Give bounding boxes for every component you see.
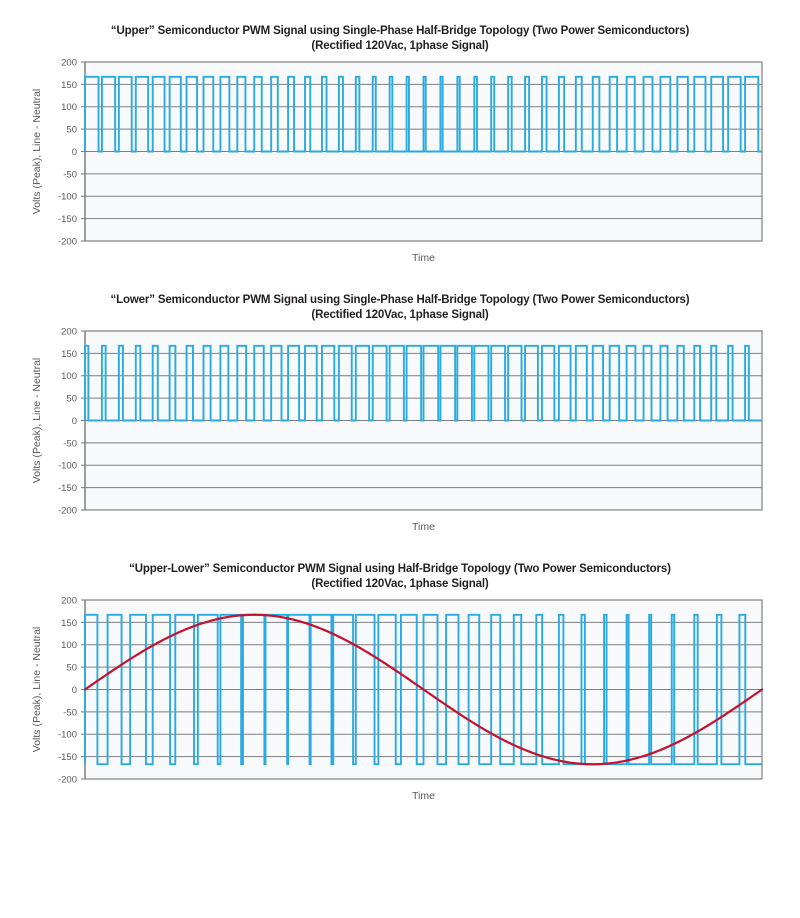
chart-svg-upper-lower	[0, 592, 800, 807]
chart-title-lower-line2: (Rectified 120Vac, 1phase Signal)	[311, 309, 489, 321]
y-axis-label: Volts (Peak), Line - Neutral	[31, 626, 43, 753]
y-tick-labels	[58, 326, 77, 516]
chart-block-lower	[0, 269, 800, 538]
y-tick-label: 0	[71, 415, 77, 427]
chart-title-lower-line1: “Lower” Semiconductor PWM Signal using Single-Phase Half-Bridge Topology (Two Power Semiconductors)	[110, 294, 690, 306]
pwm-signal-trace	[85, 77, 762, 152]
y-tick-labels	[58, 595, 77, 785]
y-tick-label: -200	[57, 505, 77, 517]
y-tick-labels	[58, 57, 77, 247]
chart-block-upper-lower	[0, 538, 800, 807]
y-tick-label: 50	[66, 662, 77, 674]
y-tick-label: 50	[66, 393, 77, 405]
chart-title-upper-lower	[0, 562, 800, 592]
y-tick-label: 200	[61, 595, 77, 607]
y-tick-label: -150	[57, 483, 77, 495]
chart-title-upper-lower-line1: “Upper-Lower” Semiconductor PWM Signal using Half-Bridge Topology (Two Power Semiconductors)	[129, 563, 671, 575]
y-tick-label: 150	[61, 348, 77, 360]
chart-title-upper-line1: “Upper” Semiconductor PWM Signal using Single-Phase Half-Bridge Topology (Two Power Semiconductors)	[110, 25, 690, 37]
y-tick-label: -50	[63, 438, 77, 450]
chart-canvas-upper	[0, 54, 800, 269]
y-tick-label: -100	[57, 460, 77, 472]
y-tick-label: 0	[71, 146, 77, 158]
y-tick-label: 50	[66, 124, 77, 136]
chart-canvas-upper-lower	[0, 592, 800, 807]
x-axis-label: Time	[412, 790, 435, 802]
x-axis-label: Time	[412, 521, 435, 533]
y-tick-label: 150	[61, 79, 77, 91]
chart-title-upper-lower-line2: (Rectified 120Vac, 1phase Signal)	[311, 578, 489, 590]
y-tick-label: 100	[61, 102, 77, 114]
y-tick-label: -50	[63, 169, 77, 181]
chart-title-lower	[0, 293, 800, 323]
y-tick-label: -100	[57, 191, 77, 203]
y-axis-label: Volts (Peak), Line - Neutral	[31, 88, 43, 215]
chart-svg-lower	[0, 323, 800, 538]
y-tick-label: -50	[63, 707, 77, 719]
y-tick-label: 100	[61, 640, 77, 652]
chart-canvas-lower	[0, 323, 800, 538]
y-tick-label: -150	[57, 752, 77, 764]
y-tick-label: 150	[61, 617, 77, 629]
y-axis-label: Volts (Peak), Line - Neutral	[31, 357, 43, 484]
chart-title-upper	[0, 24, 800, 54]
y-tick-label: 200	[61, 326, 77, 338]
pwm-signal-trace	[85, 346, 762, 421]
chart-svg-upper	[0, 54, 800, 269]
y-tick-label: 200	[61, 57, 77, 69]
x-axis-label: Time	[412, 252, 435, 264]
y-tick-label: -150	[57, 214, 77, 226]
y-tick-label: -200	[57, 774, 77, 786]
y-tick-label: -200	[57, 236, 77, 248]
chart-block-upper	[0, 0, 800, 269]
y-tick-label: 100	[61, 371, 77, 383]
chart-title-upper-line2: (Rectified 120Vac, 1phase Signal)	[311, 40, 489, 52]
y-tick-label: 0	[71, 684, 77, 696]
y-tick-label: -100	[57, 729, 77, 741]
